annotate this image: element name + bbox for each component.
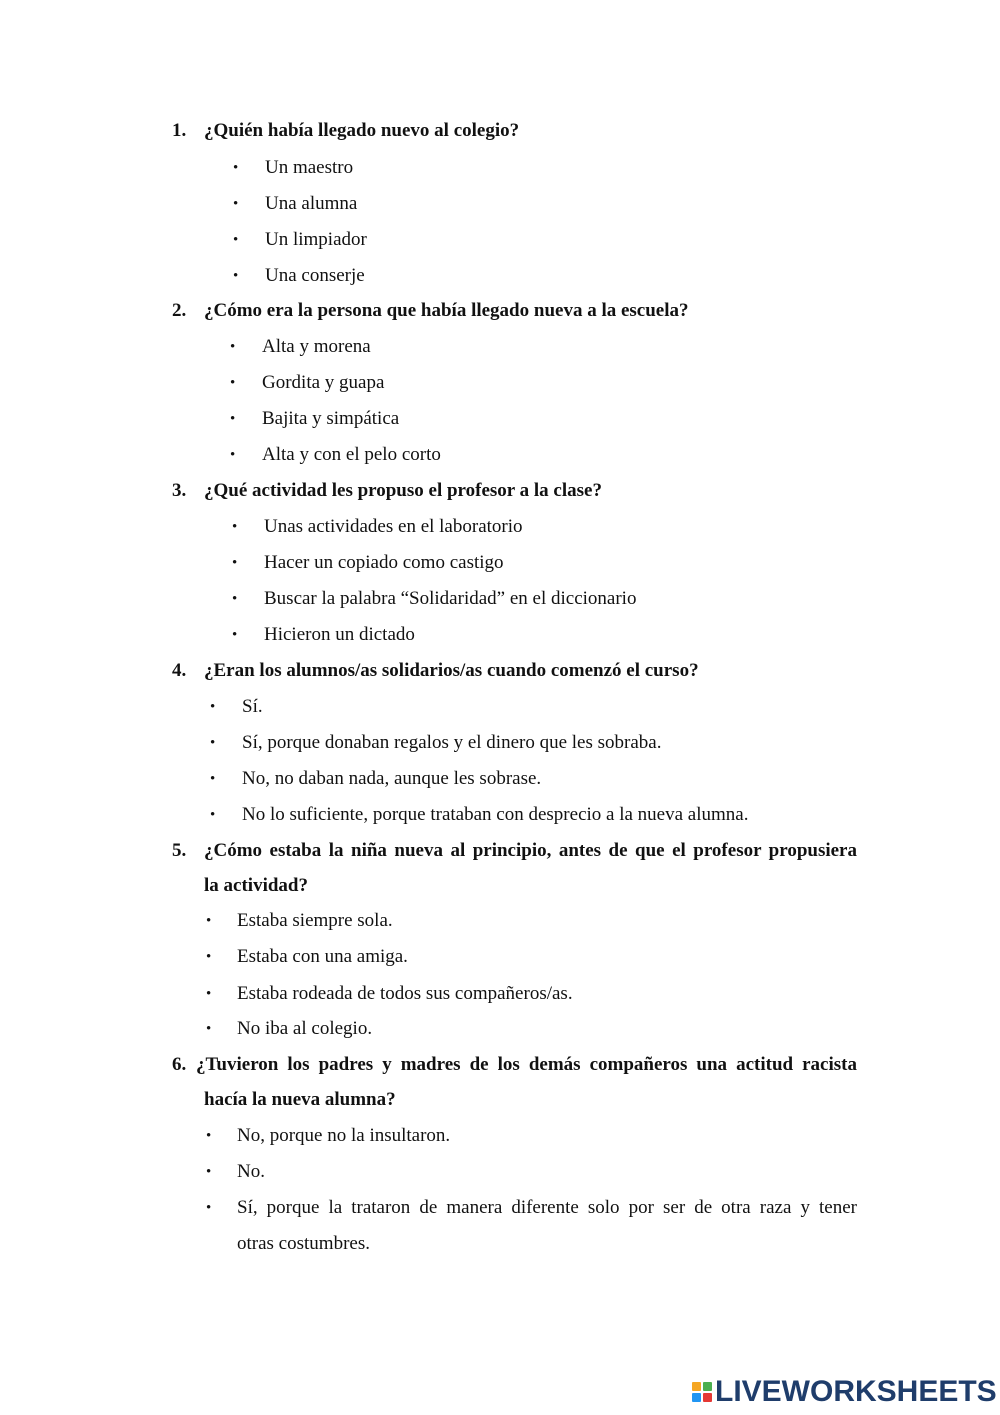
option-text: Estaba rodeada de todos sus compañeros/as. [237,983,573,1004]
bullet-icon: • [206,1164,212,1180]
bullet-icon: • [230,447,236,463]
question-number: 2. [172,300,187,321]
bullet-icon: • [232,555,238,571]
option-text: No, porque no la insultaron. [237,1125,451,1146]
logo-square-icon [692,1393,701,1402]
option-text: No. [237,1161,265,1182]
bullet-icon: • [206,949,212,965]
option-text: Un limpiador [265,229,367,250]
bullet-icon: • [230,411,236,427]
option-6-3-text-line-1: Sí, porque la trataron de manera diferente solo por ser de otra raza y tener [237,1197,857,1218]
question-text-line-1: ¿Tuvieron los padres y madres de los demás compañeros una actitud racista [196,1054,857,1075]
bullet-icon: • [232,591,238,607]
question-text: ¿Cómo era la persona que había llegado nueva a la escuela? [204,300,689,321]
option-text: No lo suficiente, porque trataban con desprecio a la nueva alumna. [242,804,749,825]
option-text: Unas actividades en el laboratorio [264,516,523,537]
bullet-icon: • [232,627,238,643]
question-text: ¿Qué actividad les propuso el profesor a la clase? [204,480,602,501]
question-text-line-2: hacía la nueva alumna? [204,1089,396,1110]
bullet-icon: • [232,519,238,535]
option-text: Alta y morena [262,336,371,357]
logo-text: LIVEWORKSHEETS [715,1375,997,1408]
option-text: Una conserje [265,265,365,286]
bullet-icon: • [210,735,216,751]
bullet-icon: • [230,375,236,391]
bullet-icon: • [230,339,236,355]
question-text: ¿Quién había llegado nuevo al colegio? [204,120,520,141]
option-6-3-text-line-2: otras costumbres. [237,1233,370,1254]
option-text: Hacer un copiado como castigo [264,552,504,573]
question-number: 5. [172,840,187,861]
option-text: Estaba siempre sola. [237,910,393,931]
bullet-icon: • [206,913,212,929]
bullet-icon: • [206,1021,212,1037]
logo-square-icon [703,1382,712,1391]
question-number: 1. [172,120,187,141]
liveworksheets-logo-icon [692,1382,712,1402]
option-text: Gordita y guapa [262,372,385,393]
bullet-icon: • [210,771,216,787]
option-text: No, no daban nada, aunque les sobrase. [242,768,542,789]
option-text: Estaba con una amiga. [237,946,408,967]
question-number: 4. [172,660,187,681]
question-text-line-2: la actividad? [204,875,308,896]
bullet-icon: • [206,986,212,1002]
option-text: No iba al colegio. [237,1018,373,1039]
option-text: Bajita y simpática [262,408,400,429]
option-text: Sí, porque donaban regalos y el dinero que les sobraba. [242,732,662,753]
bullet-icon: • [210,699,216,715]
option-text: Buscar la palabra “Solidaridad” en el diccionario [264,588,637,609]
bullet-icon: • [233,196,239,212]
question-number: 3. [172,480,187,501]
bullet-icon: • [233,160,239,176]
option-text: Sí. [242,696,263,717]
option-text: Hicieron un dictado [264,624,415,645]
logo-square-icon [692,1382,701,1391]
bullet-icon: • [206,1128,212,1144]
question-text: ¿Eran los alumnos/as solidarios/as cuando comenzó el curso? [204,660,699,681]
liveworksheets-logo [692,1374,997,1410]
bullet-icon: • [210,807,216,823]
option-text: Alta y con el pelo corto [262,444,441,465]
logo-square-icon [703,1393,712,1402]
bullet-icon: • [233,232,239,248]
question-text-line-1: ¿Cómo estaba la niña nueva al principio, antes de que el profesor propusiera [204,840,857,861]
question-number: 6. [172,1054,187,1075]
bullet-icon: • [233,268,239,284]
option-text: Un maestro [265,157,354,178]
option-text: Una alumna [265,193,358,214]
bullet-icon: • [206,1200,212,1216]
